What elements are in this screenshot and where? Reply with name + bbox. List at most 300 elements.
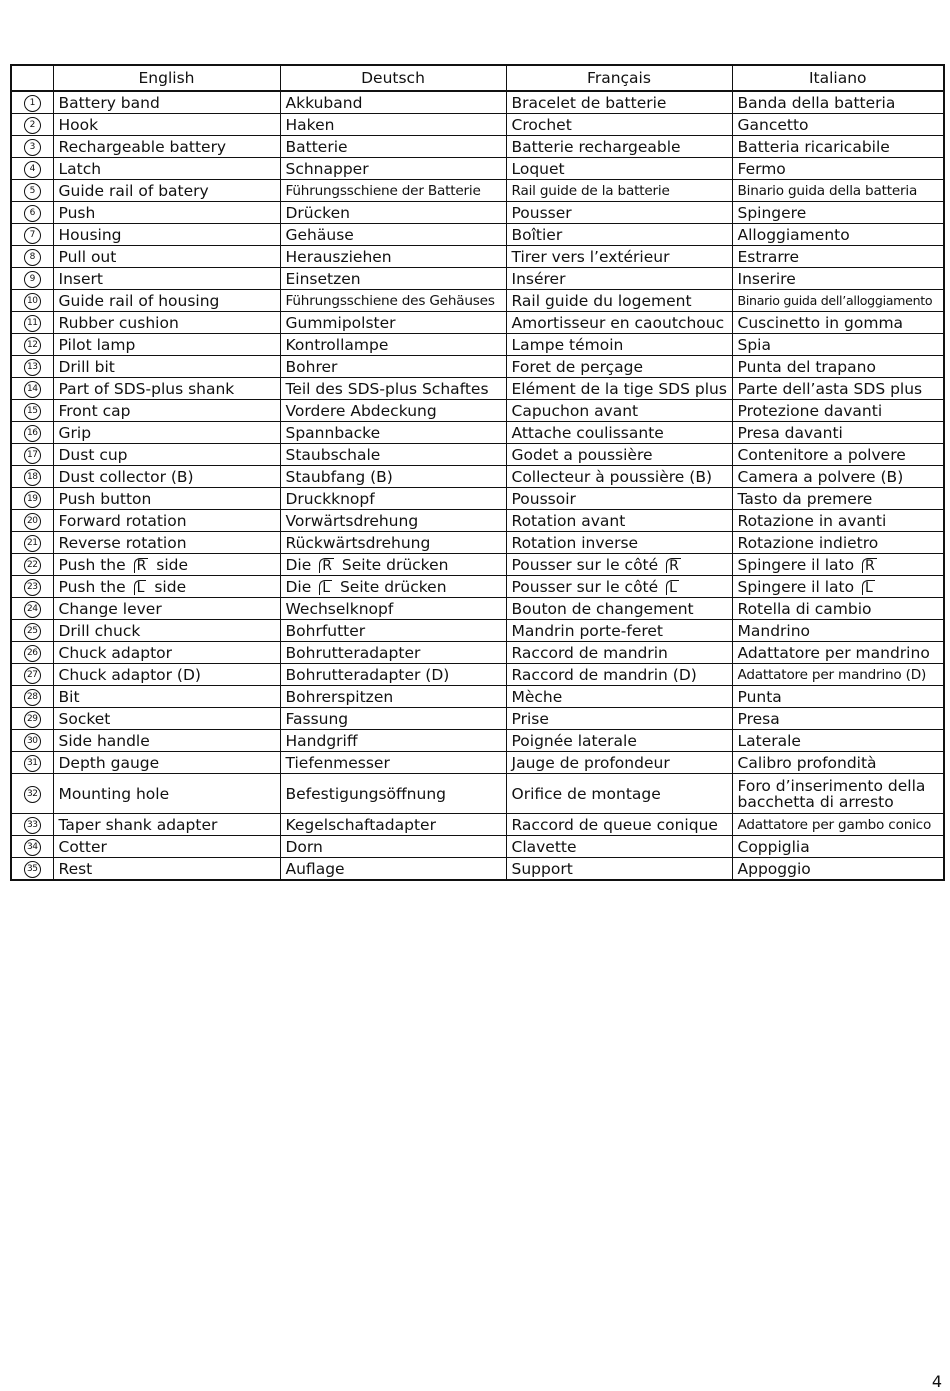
row-number [11, 532, 53, 554]
cell-fr [506, 91, 732, 114]
circled-number-icon: 26 [24, 645, 41, 662]
cell-de [280, 91, 506, 114]
cell-text: Bohrer [285, 357, 338, 376]
rotation-side-icon: R [134, 558, 149, 573]
table-row [11, 708, 944, 730]
cell-text: Chuck adaptor [58, 643, 173, 662]
cell-text: Bohrutteradapter [285, 643, 421, 662]
table-row [11, 400, 944, 422]
cell-text: Pull out [58, 247, 117, 266]
circled-number-icon: 29 [24, 711, 41, 728]
circled-number-icon: 33 [24, 817, 41, 834]
table-row [11, 532, 944, 554]
cell-text: Amortisseur en caoutchouc [511, 313, 725, 332]
cell-text: Parte dell’asta SDS plus [737, 379, 923, 398]
cell-fr [506, 858, 732, 881]
cell-text: Vordere Abdeckung [285, 401, 437, 420]
cell-text: Bohrutteradapter (D) [285, 665, 450, 684]
table-row [11, 202, 944, 224]
cell-fr [506, 532, 732, 554]
cell-text: Teil des SDS-plus Schaftes [285, 379, 489, 398]
cell-text: Capuchon avant [511, 401, 639, 420]
cell-text: Mounting hole [58, 784, 170, 803]
cell-text: Gancetto [737, 115, 809, 134]
table-row [11, 158, 944, 180]
cell-en [53, 224, 280, 246]
cell-de [280, 642, 506, 664]
circled-number-icon: 4 [24, 161, 41, 178]
cell-de [280, 598, 506, 620]
cell-de [280, 752, 506, 774]
cell-fr [506, 224, 732, 246]
cell-text: Bouton de changement [511, 599, 694, 618]
cell-text: Handgriff [285, 731, 358, 750]
cell-it [732, 814, 944, 836]
row-number [11, 836, 53, 858]
cell-de [280, 620, 506, 642]
cell-it [732, 576, 944, 598]
circled-number-icon: 25 [24, 623, 41, 640]
cell-text: Alloggiamento [737, 225, 850, 244]
cell-text: Tirer vers l’extérieur [511, 247, 670, 266]
cell-text: Collecteur à poussière (B) [511, 467, 713, 486]
cell-text: Attache coulissante [511, 423, 664, 442]
cell-text: Rail guide de la batterie [511, 182, 670, 199]
row-number [11, 774, 53, 814]
table-row [11, 312, 944, 334]
cell-text: Front cap [58, 401, 131, 420]
circled-number-icon: 11 [24, 315, 41, 332]
header-number [11, 65, 53, 91]
parts-rows [11, 91, 944, 880]
cell-en [53, 290, 280, 312]
cell-text: Befestigungsöffnung [285, 784, 446, 803]
cell-text: Loquet [511, 159, 565, 178]
row-number [11, 642, 53, 664]
table-row [11, 836, 944, 858]
table-row [11, 598, 944, 620]
cell-en [53, 400, 280, 422]
cell-it [732, 334, 944, 356]
cell-fr [506, 664, 732, 686]
cell-fr [506, 686, 732, 708]
table-row [11, 642, 944, 664]
cell-en [53, 246, 280, 268]
cell-text: Support [511, 859, 573, 878]
cell-text: Lampe témoin [511, 335, 624, 354]
cell-text: Latch [58, 159, 102, 178]
cell-fr [506, 334, 732, 356]
cell-text: Batteria ricaricabile [737, 137, 890, 156]
cell-text: Spingere il lato [737, 555, 855, 574]
table-row [11, 246, 944, 268]
cell-it [732, 136, 944, 158]
circled-number-icon: 27 [24, 667, 41, 684]
circled-number-icon: 17 [24, 447, 41, 464]
cell-text: Rest [58, 859, 93, 878]
cell-fr [506, 708, 732, 730]
cell-text: Depth gauge [58, 753, 160, 772]
cell-en [53, 312, 280, 334]
cell-text: Contenitore a polvere [737, 445, 906, 464]
row-number [11, 444, 53, 466]
cell-text: Spia [737, 335, 771, 354]
cell-text: Guide rail of housing [58, 291, 220, 310]
cell-text: Guide rail of batery [58, 181, 209, 200]
cell-en [53, 180, 280, 202]
cell-text: Banda della batteria [737, 93, 896, 112]
cell-it [732, 686, 944, 708]
cell-text: Bohrfutter [285, 621, 366, 640]
table-row [11, 136, 944, 158]
cell-text: Spingere [737, 203, 807, 222]
table-row [11, 510, 944, 532]
table-row [11, 814, 944, 836]
cell-text: Tasto da premere [737, 489, 873, 508]
cell-it [732, 91, 944, 114]
cell-en [53, 836, 280, 858]
cell-text: side [156, 555, 189, 574]
cell-text: Jauge de profondeur [511, 753, 670, 772]
table-row [11, 554, 944, 576]
cell-text: Foret de perçage [511, 357, 644, 376]
circled-number-icon: 30 [24, 733, 41, 750]
cell-de [280, 158, 506, 180]
cell-text: Adattatore per mandrino [737, 643, 930, 662]
header-row [11, 65, 944, 91]
circled-number-icon: 10 [24, 293, 41, 310]
circled-number-icon: 22 [24, 557, 41, 574]
cell-text: Kegelschaftadapter [285, 815, 436, 834]
cell-text: Poussoir [511, 489, 576, 508]
cell-it [732, 202, 944, 224]
cell-text: Push button [58, 489, 152, 508]
table-row [11, 664, 944, 686]
cell-en [53, 752, 280, 774]
cell-fr [506, 598, 732, 620]
cell-fr [506, 202, 732, 224]
cell-text: Dorn [285, 837, 323, 856]
row-number [11, 312, 53, 334]
cell-de [280, 774, 506, 814]
cell-en [53, 554, 280, 576]
cell-text: Mandrin porte-feret [511, 621, 664, 640]
circled-number-icon: 31 [24, 755, 41, 772]
cell-text: Bit [58, 687, 80, 706]
row-number [11, 814, 53, 836]
cell-text: Pousser sur le côté [511, 555, 659, 574]
cell-en [53, 114, 280, 136]
circled-number-icon: 24 [24, 601, 41, 618]
cell-en [53, 532, 280, 554]
cell-fr [506, 774, 732, 814]
cell-it [732, 708, 944, 730]
circled-number-icon: 3 [24, 139, 41, 156]
cell-text: Spannbacke [285, 423, 381, 442]
cell-en [53, 686, 280, 708]
cell-fr [506, 246, 732, 268]
parts-table [10, 64, 945, 881]
cell-text: Forward rotation [58, 511, 187, 530]
cell-text: Kontrollampe [285, 335, 389, 354]
cell-de [280, 180, 506, 202]
cell-text: Dust collector (B) [58, 467, 194, 486]
cell-fr [506, 422, 732, 444]
cell-text: Poignée laterale [511, 731, 637, 750]
cell-text: Housing [58, 225, 122, 244]
cell-text: Punta [737, 687, 782, 706]
cell-en [53, 202, 280, 224]
cell-text: Binario guida della batteria [737, 182, 918, 199]
cell-text: Batterie rechargeable [511, 137, 681, 156]
table-row [11, 858, 944, 881]
cell-it [732, 836, 944, 858]
cell-de [280, 400, 506, 422]
cell-en [53, 488, 280, 510]
cell-text: Führungsschiene des Gehäuses [285, 292, 495, 309]
cell-de [280, 466, 506, 488]
cell-text: Batterie [285, 137, 348, 156]
cell-text: Clavette [511, 837, 577, 856]
cell-de [280, 708, 506, 730]
table-row [11, 576, 944, 598]
table-row [11, 224, 944, 246]
cell-en [53, 466, 280, 488]
cell-en [53, 422, 280, 444]
row-number [11, 268, 53, 290]
cell-en [53, 158, 280, 180]
cell-text: Crochet [511, 115, 572, 134]
cell-text: Insert [58, 269, 103, 288]
circled-number-icon: 28 [24, 689, 41, 706]
table-row [11, 620, 944, 642]
rotation-side-icon: R [666, 558, 681, 573]
row-number [11, 422, 53, 444]
cell-text: Drücken [285, 203, 350, 222]
cell-text: Socket [58, 709, 111, 728]
cell-it [732, 554, 944, 576]
cell-fr [506, 554, 732, 576]
circled-number-icon: 34 [24, 839, 41, 856]
cell-text: Calibro profondità [737, 753, 877, 772]
cell-text: Bracelet de batterie [511, 93, 667, 112]
cell-de [280, 664, 506, 686]
cell-it [732, 620, 944, 642]
cell-text: Side handle [58, 731, 150, 750]
cell-text: Adattatore per mandrino (D) [737, 666, 927, 683]
circled-number-icon: 8 [24, 249, 41, 266]
cell-text: Rotazione indietro [737, 533, 879, 552]
row-number [11, 554, 53, 576]
cell-text: Staubfang (B) [285, 467, 393, 486]
circled-number-icon: 5 [24, 183, 41, 200]
table-row [11, 180, 944, 202]
table-row [11, 378, 944, 400]
cell-en [53, 510, 280, 532]
cell-text: Orifice de montage [511, 784, 661, 803]
cell-it [732, 422, 944, 444]
cell-fr [506, 444, 732, 466]
cell-de [280, 510, 506, 532]
row-number [11, 664, 53, 686]
cell-text: Seite drücken [341, 555, 449, 574]
cell-it [732, 858, 944, 881]
circled-number-icon: 13 [24, 359, 41, 376]
cell-text: Part of SDS-plus shank [58, 379, 235, 398]
cell-it [732, 730, 944, 752]
cell-text: Die [285, 555, 312, 574]
cell-text: Fassung [285, 709, 349, 728]
cell-de [280, 836, 506, 858]
cell-text: Einsetzen [285, 269, 361, 288]
table-row [11, 114, 944, 136]
cell-fr [506, 268, 732, 290]
cell-it [732, 312, 944, 334]
cell-fr [506, 642, 732, 664]
cell-it [732, 510, 944, 532]
cell-de [280, 246, 506, 268]
cell-en [53, 598, 280, 620]
cell-text: Die [285, 577, 312, 596]
table-row [11, 334, 944, 356]
cell-de [280, 814, 506, 836]
cell-de [280, 114, 506, 136]
cell-en [53, 268, 280, 290]
cell-fr [506, 158, 732, 180]
circled-number-icon: 18 [24, 469, 41, 486]
circled-number-icon: 6 [24, 205, 41, 222]
cell-it [732, 224, 944, 246]
cell-text: Rückwärtsdrehung [285, 533, 431, 552]
table-row [11, 752, 944, 774]
row-number [11, 202, 53, 224]
header-italiano: Italiano [732, 65, 944, 91]
cell-it [732, 400, 944, 422]
row-number [11, 400, 53, 422]
cell-de [280, 444, 506, 466]
circled-number-icon: 19 [24, 491, 41, 508]
cell-text: Herausziehen [285, 247, 392, 266]
cell-text: Schnapper [285, 159, 369, 178]
cell-text: Vorwärtsdrehung [285, 511, 419, 530]
cell-en [53, 356, 280, 378]
cell-it [732, 114, 944, 136]
cell-fr [506, 400, 732, 422]
cell-text: Rotation inverse [511, 533, 639, 552]
cell-fr [506, 312, 732, 334]
cell-de [280, 290, 506, 312]
cell-fr [506, 290, 732, 312]
circled-number-icon: 14 [24, 381, 41, 398]
cell-text: side [154, 577, 187, 596]
table-row [11, 686, 944, 708]
cell-text: Bohrerspitzen [285, 687, 394, 706]
row-number [11, 752, 53, 774]
cell-de [280, 312, 506, 334]
cell-it [732, 158, 944, 180]
circled-number-icon: 12 [24, 337, 41, 354]
cell-text: Mèche [511, 687, 563, 706]
cell-fr [506, 466, 732, 488]
cell-de [280, 202, 506, 224]
cell-fr [506, 576, 732, 598]
cell-text: Staubschale [285, 445, 381, 464]
cell-fr [506, 752, 732, 774]
cell-en [53, 708, 280, 730]
cell-de [280, 488, 506, 510]
cell-text: Change lever [58, 599, 162, 618]
header-francais: Français [506, 65, 732, 91]
header-english: English [53, 65, 280, 91]
circled-number-icon: 21 [24, 535, 41, 552]
cell-text: Wechselknopf [285, 599, 394, 618]
cell-text: Drill bit [58, 357, 115, 376]
row-number [11, 858, 53, 881]
cell-en [53, 664, 280, 686]
cell-text: Push [58, 203, 96, 222]
cell-en [53, 91, 280, 114]
cell-it [732, 488, 944, 510]
table-row [11, 444, 944, 466]
rotation-side-icon: R [319, 558, 334, 573]
cell-text: Rotazione in avanti [737, 511, 887, 530]
cell-text: Godet a poussière [511, 445, 653, 464]
row-number [11, 180, 53, 202]
cell-text: Führungsschiene der Batterie [285, 182, 481, 199]
cell-en [53, 730, 280, 752]
row-number [11, 158, 53, 180]
cell-en [53, 642, 280, 664]
cell-it [732, 466, 944, 488]
circled-number-icon: 23 [24, 579, 41, 596]
row-number [11, 708, 53, 730]
cell-text: Pilot lamp [58, 335, 136, 354]
cell-text: Reverse rotation [58, 533, 187, 552]
cell-text: Estrarre [737, 247, 799, 266]
cell-text: Seite drücken [339, 577, 447, 596]
cell-fr [506, 356, 732, 378]
rotation-side-icon: L [666, 580, 679, 595]
cell-en [53, 444, 280, 466]
cell-it [732, 246, 944, 268]
circled-number-icon: 2 [24, 117, 41, 134]
cell-text: Camera a polvere (B) [737, 467, 904, 486]
cell-it [732, 752, 944, 774]
cell-it [732, 268, 944, 290]
cell-text: Tiefenmesser [285, 753, 390, 772]
cell-de [280, 356, 506, 378]
cell-en [53, 576, 280, 598]
cell-fr [506, 836, 732, 858]
row-number [11, 686, 53, 708]
cell-fr [506, 378, 732, 400]
row-number [11, 290, 53, 312]
cell-text: Push the [58, 555, 126, 574]
header-deutsch: Deutsch [280, 65, 506, 91]
table-row [11, 422, 944, 444]
cell-text: Battery band [58, 93, 160, 112]
cell-de [280, 136, 506, 158]
circled-number-icon: 1 [24, 95, 41, 112]
rotation-side-icon: R [862, 558, 877, 573]
cell-text: Coppiglia [737, 837, 810, 856]
cell-de [280, 532, 506, 554]
cell-text: Laterale [737, 731, 801, 750]
cell-text: Rubber cushion [58, 313, 179, 332]
table-row [11, 774, 944, 814]
cell-it [732, 290, 944, 312]
table-row [11, 91, 944, 114]
